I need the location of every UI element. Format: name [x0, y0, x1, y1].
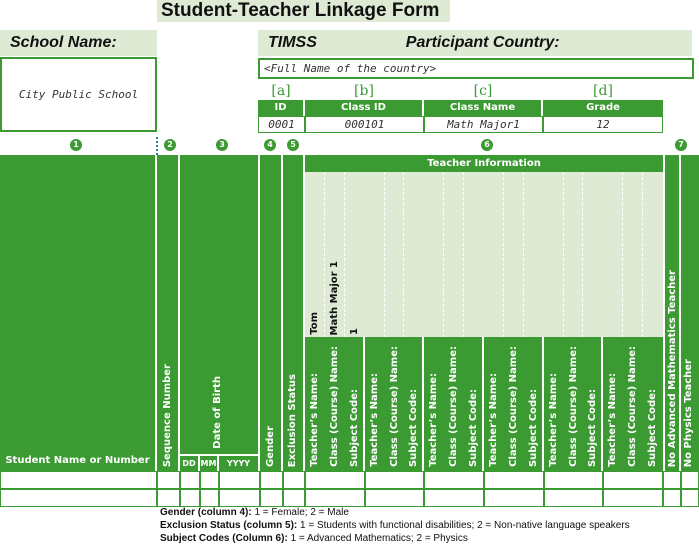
marker-d: [d] [593, 83, 613, 99]
teacher-group [603, 172, 663, 471]
gender-label: Gender [265, 426, 276, 467]
exclusion-label: Exclusion Status [287, 373, 298, 467]
table-cell[interactable] [260, 489, 283, 507]
dob-column [180, 155, 260, 471]
table-cell[interactable] [424, 471, 484, 489]
dob-mm: MM [200, 456, 219, 471]
table-cell[interactable] [681, 471, 699, 489]
no-physics-column [681, 155, 699, 471]
teacher-code-value: 1 [348, 328, 360, 335]
data-rows [0, 471, 699, 507]
table-cell[interactable] [544, 471, 603, 489]
teacher-name-field[interactable] [544, 172, 564, 337]
teacher-name-field[interactable] [603, 172, 623, 337]
table-cell[interactable] [283, 471, 305, 489]
table-cell[interactable] [603, 471, 663, 489]
teacher-sub-label: Subject Code: [468, 388, 480, 467]
teacher-code-field[interactable] [345, 172, 365, 337]
column-number-2: 2 [164, 139, 176, 151]
teacher-group [305, 172, 365, 471]
table-cell[interactable] [365, 471, 424, 489]
student-column-label: Student Name or Number [5, 455, 150, 466]
legend-exclusion: Exclusion Status (column 5): 1 = Students with functional disabilities; 2 = Non-native language speakers [160, 520, 630, 531]
value-id[interactable]: 0001 [258, 116, 305, 133]
table-cell[interactable] [157, 489, 180, 507]
table-cell[interactable] [219, 471, 260, 489]
table-cell[interactable] [180, 489, 200, 507]
table-header [0, 155, 699, 471]
value-grade[interactable]: 12 [543, 116, 663, 133]
marker-a: [a] [271, 83, 291, 99]
table-cell[interactable] [180, 471, 200, 489]
teacher-name-field[interactable] [484, 172, 504, 337]
teacher-sub-label: Class (Course) Name: [567, 346, 579, 467]
legend-subject: Subject Codes (Column 6): 1 = Advanced Mathematics; 2 = Physics [160, 533, 468, 544]
teacher-sub-label: Subject Code: [647, 388, 659, 467]
teacher-code-field[interactable] [583, 172, 603, 337]
teacher-groups [305, 172, 663, 471]
table-cell[interactable] [424, 489, 484, 507]
sequence-label: Sequence Number [162, 363, 173, 467]
teacher-code-field[interactable] [524, 172, 544, 337]
table-cell[interactable] [305, 471, 365, 489]
teacher-sub-label: Class (Course) Name: [627, 346, 639, 467]
column-number-7: 7 [675, 139, 687, 151]
table-cell[interactable] [219, 489, 260, 507]
column-number-1: 1 [70, 139, 82, 151]
table-cell[interactable] [200, 471, 219, 489]
form-title: Student-Teacher Linkage Form [157, 0, 450, 22]
country-label: Participant Country: [405, 34, 560, 51]
table-cell[interactable] [157, 471, 180, 489]
dob-yyyy: YYYY [226, 459, 251, 468]
header-class-name: Class Name [424, 100, 543, 116]
table-cell[interactable] [603, 489, 663, 507]
teacher-sub-label: Teacher’s Name: [309, 373, 320, 467]
teacher-class-field[interactable] [504, 172, 524, 337]
teacher-sub-label: Subject Code: [587, 388, 599, 467]
school-name-label: School Name: [0, 30, 157, 56]
table-cell[interactable] [663, 471, 681, 489]
table-cell[interactable] [544, 489, 603, 507]
country-band [258, 30, 692, 56]
teacher-class-field[interactable] [623, 172, 643, 337]
teacher-sub-label: Subject Code: [348, 388, 360, 467]
teacher-class-field[interactable] [385, 172, 405, 337]
teacher-class-value: Math Major 1 [328, 260, 340, 335]
dob-dd: DD [180, 456, 200, 471]
column-number-6: 6 [481, 139, 493, 151]
teacher-sub-label: Teacher’s Name: [428, 373, 440, 467]
teacher-group [365, 172, 425, 471]
value-class-id[interactable]: 000101 [305, 116, 424, 133]
teacher-name-value: Tom [309, 312, 320, 335]
teacher-class-field[interactable] [444, 172, 464, 337]
legend [160, 506, 630, 545]
table-cell[interactable] [305, 489, 365, 507]
sequence-column [157, 155, 180, 471]
teacher-code-field[interactable] [643, 172, 663, 337]
divider [156, 137, 158, 155]
table-cell[interactable] [484, 489, 544, 507]
column-number-4: 4 [264, 139, 276, 151]
teacher-sub-label: Class (Course) Name: [328, 346, 340, 467]
header-grade: Grade [543, 100, 663, 116]
no-math-label: No Advanced Mathematics Teacher [667, 269, 678, 467]
table-cell[interactable] [260, 471, 283, 489]
teacher-sub-label: Class (Course) Name: [448, 346, 460, 467]
header-class-id: Class ID [305, 100, 424, 116]
table-cell[interactable] [200, 489, 219, 507]
teacher-group [484, 172, 544, 471]
teacher-name-field[interactable] [424, 172, 444, 337]
teacher-sub-label: Class (Course) Name: [388, 346, 400, 467]
column-number-3: 3 [216, 139, 228, 151]
table-cell[interactable] [681, 489, 699, 507]
no-math-column [663, 155, 681, 471]
school-name-field[interactable]: City Public School [0, 57, 157, 132]
teacher-code-field[interactable] [404, 172, 424, 337]
teacher-sub-label: Teacher’s Name: [368, 373, 380, 467]
teacher-code-field[interactable] [464, 172, 484, 337]
teacher-sub-label: Subject Code: [408, 388, 420, 467]
column-number-5: 5 [287, 139, 299, 151]
teacher-name-field[interactable] [365, 172, 385, 337]
teacher-group [424, 172, 484, 471]
header-id: ID [258, 100, 305, 116]
table-cell[interactable] [365, 489, 424, 507]
student-column [0, 155, 157, 471]
legend-gender: Gender (column 4): 1 = Female; 2 = Male [160, 507, 349, 518]
teacher-sub-label: Teacher’s Name: [607, 373, 619, 467]
country-field[interactable]: <Full Name of the country> [258, 58, 694, 79]
no-physics-label: No Physics Teacher [683, 358, 694, 467]
teacher-class-field[interactable] [325, 172, 345, 337]
table-cell[interactable] [283, 489, 305, 507]
value-class-name[interactable]: Math Major1 [424, 116, 543, 133]
teacher-sub-label: Teacher’s Name: [547, 373, 559, 467]
teacher-info-title: Teacher Information [427, 158, 541, 169]
teacher-name-field[interactable] [305, 172, 325, 337]
table-cell[interactable] [484, 471, 544, 489]
table-cell[interactable] [0, 489, 157, 507]
exclusion-column [283, 155, 305, 471]
marker-b: [b] [354, 83, 374, 99]
table-cell[interactable] [0, 471, 157, 489]
teacher-sub-label: Subject Code: [527, 388, 539, 467]
gender-column [260, 155, 283, 471]
dob-label: Date of Birth [212, 376, 223, 449]
teacher-group [544, 172, 604, 471]
marker-c: [c] [473, 83, 493, 99]
teacher-sub-label: Teacher’s Name: [488, 373, 499, 467]
table-cell[interactable] [663, 489, 681, 507]
teacher-sub-label: Class (Course) Name: [507, 346, 519, 467]
teacher-class-field[interactable] [564, 172, 584, 337]
timss-label: TIMSS [268, 34, 317, 51]
